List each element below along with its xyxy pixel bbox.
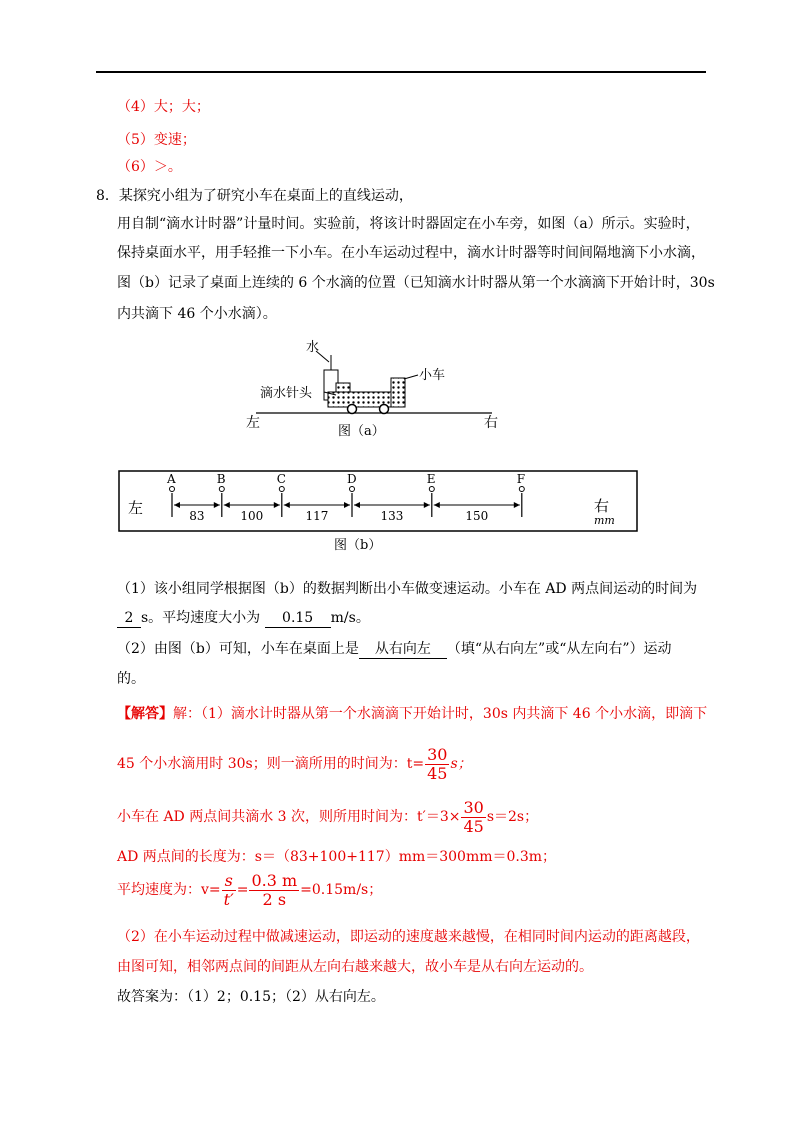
- point-label: E: [426, 472, 436, 486]
- point-label: A: [167, 472, 176, 486]
- sub2-text-a: （2）由图（b）可知，小车在桌面上是: [117, 641, 359, 657]
- unit-s: s；: [450, 756, 472, 772]
- sub2-line-1: [117, 639, 672, 659]
- ad-time-result: s＝2s；: [486, 809, 539, 825]
- question-line-5: 内共滴下 46 个小水滴）。: [117, 306, 277, 322]
- distance-label: 100: [240, 509, 264, 523]
- label-needle: 滴水针头: [260, 386, 313, 401]
- label-right-a: 右: [484, 415, 498, 431]
- blank-speed: 0.15: [265, 609, 331, 628]
- sub2-text-b: （填“从右向左”或“从左向右”）运动: [446, 641, 672, 657]
- question-line-1: 8．某探究小组为了研究小车在桌面上的直线运动，: [96, 188, 413, 204]
- answer-line-7: 由图可知，相邻两点间的间距从左向右越来越大，故小车是从右向左运动的。: [117, 959, 593, 975]
- blank-direction: 从右向左: [359, 640, 447, 659]
- answer-text-2: 45 个小水滴用时 30s；则一滴所用的时间为：t=: [117, 756, 425, 772]
- blank-time: 2: [117, 609, 141, 628]
- caption-b: 图（b）: [334, 538, 382, 553]
- figure-a: [236, 335, 506, 445]
- distance-label: 150: [465, 509, 489, 523]
- sub1-line-2: [117, 608, 370, 628]
- fraction-values: $\frac{0.3 m}{2 s}$: [251, 870, 298, 909]
- point-label: C: [276, 472, 286, 486]
- question-line-4: 图（b）记录了桌面上连续的 6 个水滴的位置（已知滴水计时器从第一个水滴滴下开始计时，30s: [117, 275, 715, 291]
- point-label: F: [516, 472, 526, 486]
- unit-label: mm: [594, 514, 615, 527]
- drop-point: [519, 487, 524, 492]
- caption-a: 图（a）: [338, 424, 385, 439]
- sub1-text-b: m/s。: [330, 610, 370, 626]
- answer-line-1: [117, 704, 707, 724]
- question-line-2: 用自制“滴水计时器”计量时间。实验前，将该计时器固定在小车旁，如图（a）所示。实验时，: [117, 216, 700, 232]
- answer-tag: 【解答】: [117, 706, 173, 722]
- final-answer: 故答案为：（1）2；0.15；（2）从右向左。: [117, 989, 385, 1005]
- label-left-b: 左: [128, 499, 144, 517]
- drop-point: [170, 487, 175, 492]
- drop-point: [350, 487, 355, 492]
- sub1-text-a: s。平均速度大小为: [141, 610, 261, 626]
- point-label: D: [347, 472, 357, 486]
- fraction-s-over-t: $\frac{s}{t'}$: [223, 870, 234, 909]
- label-left-a: 左: [246, 415, 260, 431]
- figure-b: [118, 469, 638, 559]
- prev-answer-6: （6）＞。: [117, 159, 182, 175]
- prev-answer-5: （5）变速；: [117, 132, 196, 148]
- answer-line-3: [117, 796, 538, 838]
- sub1-line-1: （1）该小组同学根据图（b）的数据判断出小车做变速运动。小车在 AD 两点间运动的时间为: [117, 581, 698, 597]
- answer-line-4: AD 两点间的长度为：s＝（83+100+117）mm＝300mm＝0.3m；: [117, 849, 557, 865]
- answer-line-5: 平均速度为：v= $\frac{s}{t'}$ = $\frac{0.3 m}{2 s}$ =0.15m/s；: [117, 870, 383, 909]
- drop-point: [219, 487, 224, 492]
- answer-text-5: 平均速度为：v=: [117, 882, 221, 898]
- drop-point: [429, 487, 434, 492]
- fraction-drop-time: $\frac{30}{45}$: [427, 744, 448, 783]
- prev-answer-4: （4）大；大；: [117, 99, 210, 115]
- distance-label: 117: [305, 509, 329, 523]
- cart-body: [316, 351, 418, 414]
- header-rule: [96, 71, 706, 73]
- sub2-line-2: 的。: [117, 671, 145, 687]
- distance-label: 133: [380, 509, 404, 523]
- label-right-b: 右: [594, 497, 610, 515]
- distance-label: 83: [189, 509, 205, 523]
- fraction-ad-time: $\frac{30}{45}$: [463, 797, 484, 836]
- label-water: 水: [306, 340, 320, 355]
- speed-result: =0.15m/s；: [300, 882, 383, 898]
- answer-text-1: 解：（1）滴水计时器从第一个水滴滴下开始计时，30s 内共滴下 46 个小水滴，即滴下: [173, 706, 708, 722]
- answer-line-6: （2）在小车运动过程中做减速运动，即运动的速度越来越慢，在相同时间内运动的距离越段，: [117, 929, 700, 945]
- answer-text-3: 小车在 AD 两点间共滴水 3 次，则所用时间为：t′＝3×: [117, 809, 461, 825]
- question-line-3: 保持桌面水平，用手轻推一下小车。在小车运动过程中，滴水计时器等时间间隔地滴下小水滴，: [117, 245, 705, 261]
- answer-line-2: [117, 743, 472, 785]
- drop-point: [279, 487, 284, 492]
- label-car: 小车: [419, 368, 446, 383]
- point-label: B: [216, 472, 226, 486]
